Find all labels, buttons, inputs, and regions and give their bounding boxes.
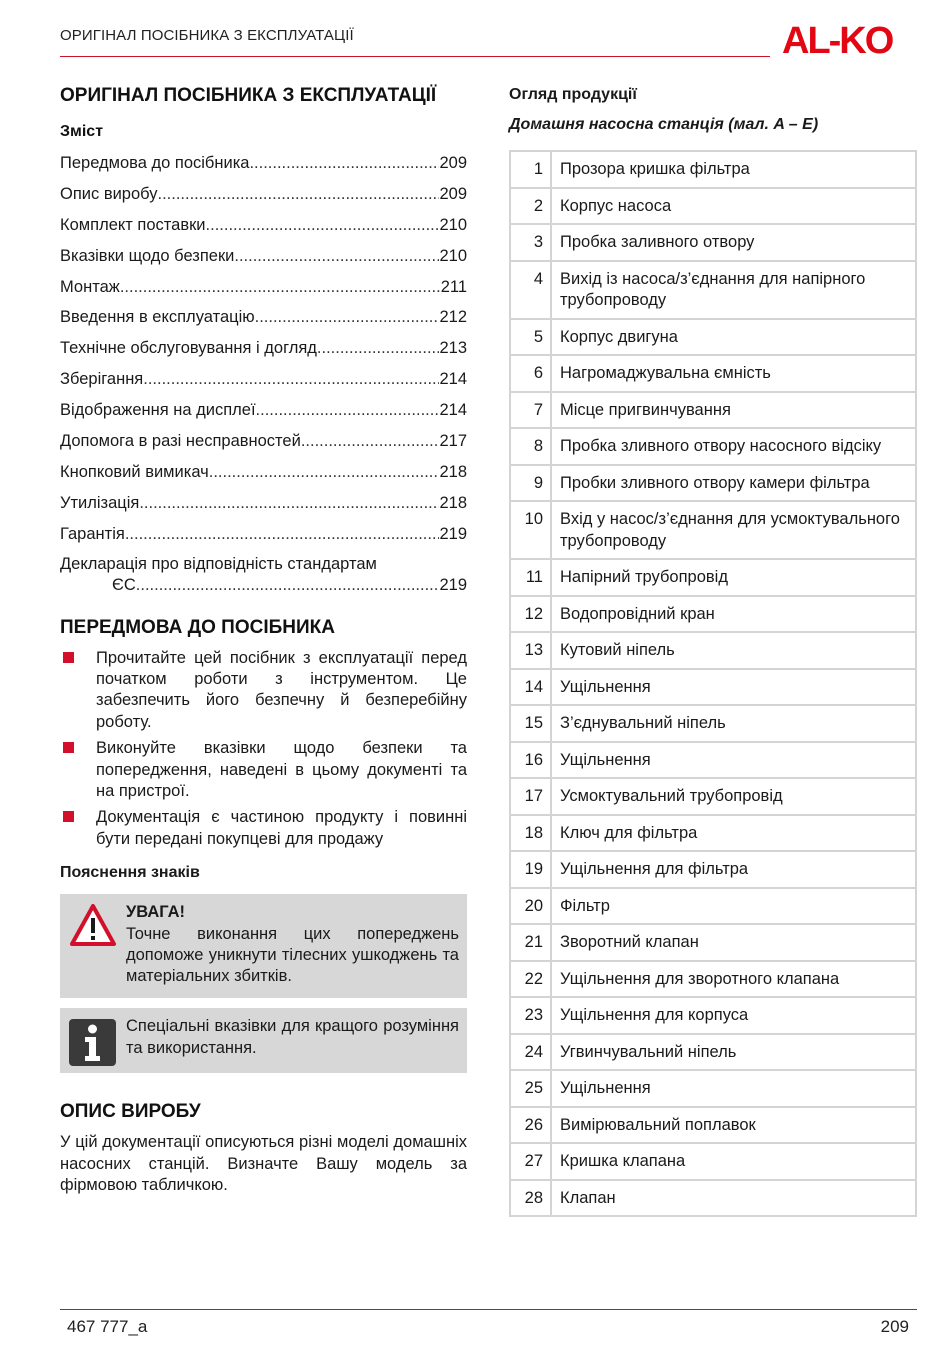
part-number: 4 <box>510 261 551 319</box>
table-row <box>510 997 916 1034</box>
toc-entry[interactable] <box>60 426 467 457</box>
running-header-title: ОРИГІНАЛ ПОСІБНИКА З ЕКСПЛУАТАЦІЇ <box>60 27 354 44</box>
part-name: Угвинчувальний ніпель <box>551 1034 916 1071</box>
contents-heading: Зміст <box>60 123 104 140</box>
part-number: 26 <box>510 1107 551 1144</box>
table-row <box>510 1180 916 1217</box>
part-name: Корпус двигуна <box>551 319 916 356</box>
table-row <box>510 319 916 356</box>
part-name: Корпус насоса <box>551 188 916 225</box>
toc-entry-page: 209 <box>439 154 467 172</box>
info-icon <box>69 1019 116 1072</box>
table-of-contents <box>60 148 467 594</box>
toc-entry[interactable] <box>60 550 467 594</box>
table-row <box>510 742 916 779</box>
part-number: 5 <box>510 319 551 356</box>
toc-entry-page: 219 <box>439 575 467 594</box>
part-name: Фільтр <box>551 888 916 925</box>
overview-subheading: Домашня насосна станція (мал. A – E) <box>509 116 819 133</box>
part-number: 22 <box>510 961 551 998</box>
table-row <box>510 851 916 888</box>
part-number: 1 <box>510 151 551 188</box>
warning-triangle-icon <box>69 903 117 953</box>
part-number: 8 <box>510 428 551 465</box>
part-number: 15 <box>510 705 551 742</box>
description-heading: ОПИС ВИРОБУ <box>60 1101 201 1123</box>
part-number: 19 <box>510 851 551 888</box>
toc-entry-page: 211 <box>440 277 467 296</box>
part-number: 28 <box>510 1180 551 1217</box>
overview-heading: Огляд продукції <box>509 86 637 103</box>
toc-entry-label: Декларація про відповідність стандартам <box>60 554 377 573</box>
preface-bullet-list <box>60 648 467 851</box>
part-number: 13 <box>510 632 551 669</box>
part-name: Кутовий ніпель <box>551 632 916 669</box>
part-name: Нагромаджувальна ємність <box>551 355 916 392</box>
toc-entry-label: Допомога в разі несправностей <box>60 432 301 451</box>
bullet-square-icon <box>63 652 74 663</box>
toc-entry-label: Передмова до посібника <box>60 154 250 172</box>
table-row <box>510 888 916 925</box>
svg-text:AL-KO: AL-KO <box>782 20 893 58</box>
warning-title: УВАГА! <box>126 903 185 922</box>
part-name: Усмоктувальний трубопровід <box>551 778 916 815</box>
part-number: 2 <box>510 188 551 225</box>
toc-entry[interactable] <box>60 241 467 272</box>
part-number: 18 <box>510 815 551 852</box>
toc-entry-page: 210 <box>439 246 467 265</box>
toc-entry[interactable] <box>60 395 467 426</box>
table-row <box>510 924 916 961</box>
toc-leader-dots <box>139 492 439 514</box>
table-row <box>510 151 916 188</box>
toc-entry[interactable] <box>60 488 467 519</box>
toc-entry[interactable] <box>60 457 467 488</box>
part-number: 17 <box>510 778 551 815</box>
part-name: Вхід у насос/з’єднання для усмоктувального трубопроводу <box>551 501 916 559</box>
footer-divider <box>60 1309 917 1310</box>
part-name: Ущільнення <box>551 1070 916 1107</box>
part-name: Напірний трубопровід <box>551 559 916 596</box>
table-row <box>510 188 916 225</box>
toc-entry-page: 218 <box>439 462 467 481</box>
info-box <box>60 1008 467 1073</box>
toc-entry-label: Зберігання <box>60 370 144 389</box>
table-row <box>510 961 916 998</box>
list-item: Виконуйте вказівки щодо безпеки та попередження, наведені в цьому документі та на пристрої. <box>60 738 467 802</box>
toc-entry[interactable] <box>60 272 467 303</box>
part-name: Кришка клапана <box>551 1143 916 1180</box>
part-name: З’єднувальний ніпель <box>551 705 916 742</box>
toc-leader-dots <box>206 214 440 236</box>
toc-entry-page: 209 <box>439 184 467 203</box>
part-name: Пробки зливного отвору камери фільтра <box>551 465 916 502</box>
toc-entry-page: 214 <box>439 401 467 420</box>
toc-leader-dots <box>256 399 440 421</box>
toc-entry-label: Гарантія <box>60 524 125 543</box>
parts-table <box>509 150 917 1217</box>
warning-box <box>60 894 467 998</box>
part-name: Ущільнення <box>551 669 916 706</box>
table-row <box>510 261 916 319</box>
preface-heading: ПЕРЕДМОВА ДО ПОСІБНИКА <box>60 616 335 638</box>
list-item: Прочитайте цей посібник з експлуатації перед початком роботи з інструментом. Це забезпечить його безпечну й безперебійну роботу. <box>60 648 467 734</box>
table-row <box>510 669 916 706</box>
part-name: Пробка заливного отвору <box>551 224 916 261</box>
info-text: Спеціальні вказівки для кращого розуміння та використання. <box>126 1017 459 1057</box>
part-name: Прозора кришка фільтра <box>551 151 916 188</box>
signs-heading: Пояснення знаків <box>60 864 200 882</box>
toc-leader-dots <box>209 461 440 483</box>
toc-entry-label: Опис виробу <box>60 184 158 203</box>
toc-entry-label: Відображення на дисплеї <box>60 401 256 420</box>
table-row <box>510 465 916 502</box>
toc-leader-dots <box>234 245 439 267</box>
table-row <box>510 355 916 392</box>
part-name: Водопровідний кран <box>551 596 916 633</box>
toc-leader-dots <box>136 575 440 596</box>
toc-entry-label: Введення в експлуатацію <box>60 308 255 327</box>
part-number: 27 <box>510 1143 551 1180</box>
part-name: Зворотний клапан <box>551 924 916 961</box>
toc-leader-dots <box>158 183 440 205</box>
toc-entry-label: Комплект поставки <box>60 215 206 234</box>
toc-entry-page: 217 <box>439 432 467 451</box>
toc-entry-label: Кнопковий вимикач <box>60 462 209 481</box>
toc-leader-dots <box>249 152 439 174</box>
part-name: Ущільнення для корпуса <box>551 997 916 1034</box>
part-number: 14 <box>510 669 551 706</box>
part-name: Вимірювальний поплавок <box>551 1107 916 1144</box>
part-number: 7 <box>510 392 551 429</box>
part-number: 9 <box>510 465 551 502</box>
description-text: У цій документації описуються різні моделі домашніх насосних станцій. Визначте Вашу модель за фірмовою табличкою. <box>60 1133 467 1195</box>
part-number: 23 <box>510 997 551 1034</box>
part-name: Ущільнення для фільтра <box>551 851 916 888</box>
part-number: 25 <box>510 1070 551 1107</box>
document-number: 467 777_a <box>67 1317 148 1336</box>
toc-entry[interactable] <box>60 179 467 210</box>
toc-entry-page: 219 <box>439 524 467 543</box>
alko-logo <box>782 20 917 63</box>
part-number: 21 <box>510 924 551 961</box>
toc-entry[interactable] <box>60 210 467 241</box>
toc-entry[interactable] <box>60 333 467 364</box>
toc-entry-label: Утилізація <box>60 493 140 512</box>
part-number: 6 <box>510 355 551 392</box>
toc-leader-dots <box>301 430 440 452</box>
bullet-square-icon <box>63 742 74 753</box>
table-row <box>510 705 916 742</box>
toc-entry-page: 210 <box>439 215 467 234</box>
toc-entry-label-cont: ЄС <box>112 575 136 594</box>
toc-entry[interactable] <box>60 519 467 550</box>
toc-leader-dots <box>125 523 440 545</box>
toc-entry-label: Технічне обслуговування і догляд <box>60 339 317 358</box>
table-row <box>510 596 916 633</box>
table-row <box>510 815 916 852</box>
part-name: Вихід із насоса/з’єднання для напірного трубопроводу <box>551 261 916 319</box>
table-row <box>510 392 916 429</box>
part-name: Ущільнення для зворотного клапана <box>551 961 916 998</box>
table-row <box>510 1034 916 1071</box>
table-row <box>510 224 916 261</box>
toc-leader-dots <box>120 276 441 298</box>
toc-entry-page: 212 <box>439 308 467 327</box>
table-row <box>510 1107 916 1144</box>
table-row <box>510 632 916 669</box>
page-number: 209 <box>880 1317 909 1336</box>
toc-entry-page: 218 <box>439 493 467 512</box>
part-number: 3 <box>510 224 551 261</box>
toc-leader-dots <box>143 368 439 390</box>
bullet-square-icon <box>63 811 74 822</box>
table-row <box>510 559 916 596</box>
part-name: Ущільнення <box>551 742 916 779</box>
warning-text: Точне виконання цих попереджень допоможе уникнути тілесних ушкоджень та матеріальних збитків. <box>126 924 459 986</box>
part-number: 11 <box>510 559 551 596</box>
toc-entry[interactable] <box>60 302 467 333</box>
toc-leader-dots <box>317 337 440 359</box>
toc-entry-page: 214 <box>439 370 467 389</box>
table-row <box>510 501 916 559</box>
part-name: Клапан <box>551 1180 916 1217</box>
right-column <box>509 84 917 1217</box>
document-title: ОРИГІНАЛ ПОСІБНИКА З ЕКСПЛУАТАЦІЇ <box>60 85 437 106</box>
table-row <box>510 778 916 815</box>
toc-entry-label: Монтаж <box>60 277 120 296</box>
part-name: Пробка зливного отвору насосного відсіку <box>551 428 916 465</box>
part-number: 20 <box>510 888 551 925</box>
table-row <box>510 1070 916 1107</box>
part-name: Місце пригвинчування <box>551 392 916 429</box>
part-name: Ключ для фільтра <box>551 815 916 852</box>
toc-entry-page: 213 <box>439 339 467 358</box>
toc-entry[interactable] <box>60 148 467 179</box>
part-number: 12 <box>510 596 551 633</box>
part-number: 24 <box>510 1034 551 1071</box>
part-number: 10 <box>510 501 551 559</box>
list-item: Документація є частиною продукту і повинні бути передані покупцеві для продажу <box>60 807 467 850</box>
left-column <box>60 84 467 1196</box>
header-divider <box>60 56 770 57</box>
toc-entry-label: Вказівки щодо безпеки <box>60 246 235 265</box>
toc-entry[interactable] <box>60 364 467 395</box>
toc-leader-dots <box>255 306 440 328</box>
table-row <box>510 428 916 465</box>
table-row <box>510 1143 916 1180</box>
part-number: 16 <box>510 742 551 779</box>
